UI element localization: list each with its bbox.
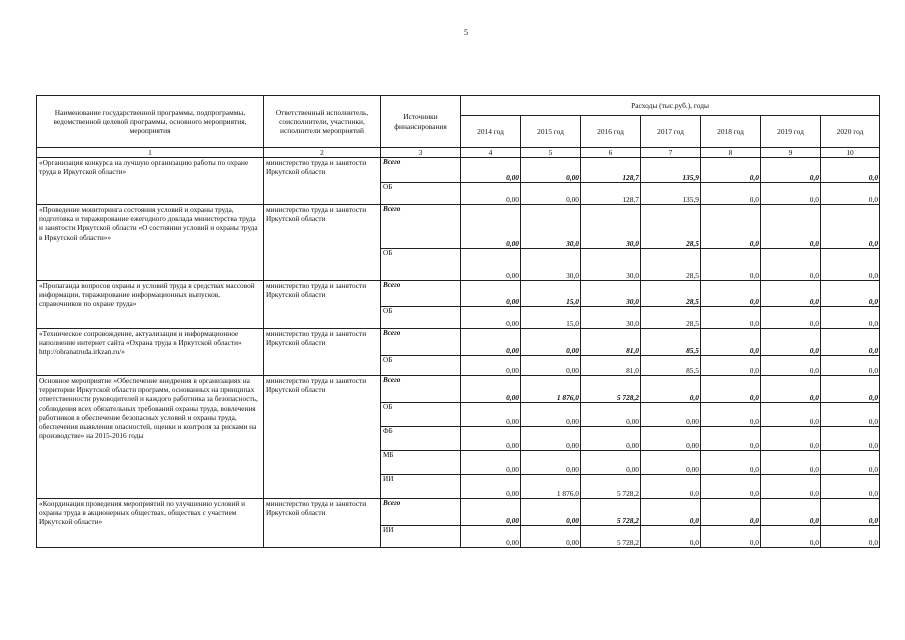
expense-value: 0,00 xyxy=(461,451,521,475)
activity-name: «Координация проведения мероприятий по улучшению условий и охраны труда в акционерных обществах, обществах с участием Иркутской области» xyxy=(37,499,264,548)
expense-value: 0,00 xyxy=(461,403,521,427)
expense-value: 0,0 xyxy=(761,329,821,356)
expense-value: 0,0 xyxy=(701,281,761,307)
budget-table xyxy=(36,95,880,548)
expense-value: 0,00 xyxy=(521,427,581,451)
expense-value: 0,0 xyxy=(641,376,701,403)
expense-value: 0,0 xyxy=(821,427,880,451)
expense-value: 0,0 xyxy=(821,451,880,475)
activity-executor: министерство труда и занятости Иркутской области xyxy=(264,158,381,205)
header-year: 2016 год xyxy=(581,116,641,148)
expense-value: 1 876,0 xyxy=(521,475,581,499)
expense-value: 0,00 xyxy=(461,376,521,403)
expense-value: 0,00 xyxy=(461,205,521,249)
expense-value: 0,0 xyxy=(701,403,761,427)
expense-value: 0,0 xyxy=(701,329,761,356)
expense-value: 0,00 xyxy=(461,281,521,307)
expense-value: 0,00 xyxy=(641,403,701,427)
funding-source: Всего xyxy=(381,205,461,249)
expense-value: 0,0 xyxy=(821,376,880,403)
header-name: Наименование государственной программы, подпрограммы, ведомственной целевой программы, основного мероприятия, мероприятия xyxy=(37,96,264,148)
expense-value: 30,0 xyxy=(521,249,581,281)
expense-value: 0,00 xyxy=(521,329,581,356)
activity-name: Основное мероприятие «Обеспечение внедрения в организациях на территории Иркутской области программ, основанных на принципах ответственности руководителей и каждого работника за безопасность, соблюдения всех обязательных требований охраны труда, вовлечения работников в обеспечение безопасных условий и охраны труда, обеспечения выявления опасностей, оценки и контроля за рисками на производстве» на 2015-2016 годы xyxy=(37,376,264,499)
expense-value: 0,00 xyxy=(521,451,581,475)
expense-value: 15,0 xyxy=(521,307,581,329)
expense-value: 0,0 xyxy=(821,526,880,548)
expense-value: 0,0 xyxy=(761,427,821,451)
funding-source: ИИ xyxy=(381,526,461,548)
expense-value: 28,5 xyxy=(641,205,701,249)
column-number: 9 xyxy=(761,148,821,158)
expense-value: 0,0 xyxy=(821,249,880,281)
expense-value: 0,0 xyxy=(641,526,701,548)
expense-value: 0,00 xyxy=(521,403,581,427)
expense-value: 0,00 xyxy=(521,526,581,548)
table-body xyxy=(37,158,880,548)
expense-value: 0,0 xyxy=(761,356,821,376)
expense-value: 0,0 xyxy=(641,499,701,526)
expense-value: 28,5 xyxy=(641,307,701,329)
funding-source: Всего xyxy=(381,158,461,183)
table-row xyxy=(37,205,880,249)
expense-value: 0,00 xyxy=(461,475,521,499)
header-year: 2015 год xyxy=(521,116,581,148)
expense-value: 0,0 xyxy=(761,451,821,475)
expense-value: 0,0 xyxy=(821,499,880,526)
expense-value: 0,0 xyxy=(821,329,880,356)
expense-value: 5 728,2 xyxy=(581,475,641,499)
expense-value: 128,7 xyxy=(581,183,641,205)
expense-value: 0,0 xyxy=(701,249,761,281)
expense-value: 0,0 xyxy=(701,205,761,249)
expense-value: 135,9 xyxy=(641,158,701,183)
expense-value: 0,0 xyxy=(761,499,821,526)
expense-value: 0,0 xyxy=(821,307,880,329)
expense-value: 135,9 xyxy=(641,183,701,205)
expense-value: 0,00 xyxy=(521,183,581,205)
column-number: 8 xyxy=(701,148,761,158)
expense-value: 0,0 xyxy=(761,205,821,249)
expense-value: 0,00 xyxy=(581,451,641,475)
funding-source: ОБ xyxy=(381,307,461,329)
activity-name: «Пропаганда вопросов охраны и условий труда в средствах массовой информации, тиражирование информационных выпусков, справочников по охране труда» xyxy=(37,281,264,329)
expense-value: 0,00 xyxy=(641,427,701,451)
expense-value: 0,00 xyxy=(461,329,521,356)
header-executor: Ответственный исполнитель, соисполнители, участники, исполнители мероприятий xyxy=(264,96,381,148)
column-number: 6 xyxy=(581,148,641,158)
funding-source: ОБ xyxy=(381,183,461,205)
expense-value: 0,00 xyxy=(581,403,641,427)
expense-value: 0,0 xyxy=(761,158,821,183)
expense-value: 0,00 xyxy=(461,183,521,205)
header-expenses: Расходы (тыс.руб.), годы xyxy=(461,96,880,116)
expense-value: 0,0 xyxy=(821,403,880,427)
expense-value: 0,00 xyxy=(461,526,521,548)
expense-value: 0,0 xyxy=(701,376,761,403)
expense-value: 81,0 xyxy=(581,356,641,376)
expense-value: 5 728,2 xyxy=(581,499,641,526)
column-number: 1 xyxy=(37,148,264,158)
expense-value: 128,7 xyxy=(581,158,641,183)
expense-value: 0,00 xyxy=(461,499,521,526)
expense-value: 30,0 xyxy=(581,307,641,329)
activity-executor: министерство труда и занятости Иркутской области xyxy=(264,329,381,376)
header-year: 2018 год xyxy=(701,116,761,148)
expense-value: 0,0 xyxy=(701,427,761,451)
column-number: 3 xyxy=(381,148,461,158)
expense-value: 5 728,2 xyxy=(581,376,641,403)
funding-source: Всего xyxy=(381,376,461,403)
expense-value: 0,00 xyxy=(461,158,521,183)
expense-value: 0,0 xyxy=(821,475,880,499)
funding-source: МБ xyxy=(381,451,461,475)
expense-value: 0,00 xyxy=(521,499,581,526)
expense-value: 0,0 xyxy=(761,526,821,548)
table-row xyxy=(37,376,880,403)
table-row xyxy=(37,158,880,183)
funding-source: ИИ xyxy=(381,475,461,499)
expense-value: 30,0 xyxy=(581,205,641,249)
expense-value: 0,0 xyxy=(761,403,821,427)
expense-value: 28,5 xyxy=(641,281,701,307)
expense-value: 30,0 xyxy=(521,205,581,249)
expense-value: 0,0 xyxy=(701,356,761,376)
expense-value: 81,0 xyxy=(581,329,641,356)
column-number: 7 xyxy=(641,148,701,158)
column-number: 10 xyxy=(821,148,880,158)
expense-value: 0,0 xyxy=(761,475,821,499)
table-row xyxy=(37,329,880,356)
expense-value: 0,0 xyxy=(761,249,821,281)
funding-source: ОБ xyxy=(381,356,461,376)
funding-source: Всего xyxy=(381,281,461,307)
funding-source: ОБ xyxy=(381,249,461,281)
expense-value: 0,0 xyxy=(701,451,761,475)
activity-executor: министерство труда и занятости Иркутской области xyxy=(264,376,381,499)
expense-value: 30,0 xyxy=(581,281,641,307)
table-row xyxy=(37,499,880,526)
expense-value: 1 876,0 xyxy=(521,376,581,403)
activity-name: «Проведение мониторинга состояния условий и охраны труда, подготовка и тиражирование ежегодного доклада министерства труда и занятости Иркутской области «О состоянии условий и охраны труда в Иркутской области»» xyxy=(37,205,264,281)
activity-executor: министерство труда и занятости Иркутской области xyxy=(264,499,381,548)
expense-value: 0,00 xyxy=(641,451,701,475)
table-row xyxy=(37,281,880,307)
header-sources: Источники финансирования xyxy=(381,96,461,148)
activity-executor: министерство труда и занятости Иркутской области xyxy=(264,205,381,281)
funding-source: ФБ xyxy=(381,427,461,451)
expense-value: 0,0 xyxy=(701,183,761,205)
column-number: 4 xyxy=(461,148,521,158)
expense-value: 15,0 xyxy=(521,281,581,307)
expense-value: 0,0 xyxy=(821,183,880,205)
activity-executor: министерство труда и занятости Иркутской области xyxy=(264,281,381,329)
expense-value: 0,0 xyxy=(761,183,821,205)
expense-value: 5 728,2 xyxy=(581,526,641,548)
expense-value: 0,00 xyxy=(581,427,641,451)
expense-value: 0,00 xyxy=(521,356,581,376)
funding-source: ОБ xyxy=(381,403,461,427)
expense-value: 0,0 xyxy=(761,307,821,329)
expense-value: 85,5 xyxy=(641,329,701,356)
expense-value: 0,00 xyxy=(521,158,581,183)
expense-value: 0,0 xyxy=(821,205,880,249)
expense-value: 0,0 xyxy=(701,307,761,329)
funding-source: Всего xyxy=(381,499,461,526)
column-number: 2 xyxy=(264,148,381,158)
expense-value: 0,0 xyxy=(701,526,761,548)
expense-value: 0,00 xyxy=(461,307,521,329)
expense-value: 0,00 xyxy=(461,249,521,281)
expense-value: 0,0 xyxy=(701,499,761,526)
expense-value: 0,0 xyxy=(821,356,880,376)
column-number: 5 xyxy=(521,148,581,158)
header-year: 2014 год xyxy=(461,116,521,148)
page-number: 5 xyxy=(464,28,468,37)
expense-value: 0,0 xyxy=(761,376,821,403)
activity-name: «Организация конкурса на лучшую организацию работы по охране труда в Иркутской области» xyxy=(37,158,264,205)
expense-value: 0,0 xyxy=(761,281,821,307)
expense-value: 28,5 xyxy=(641,249,701,281)
expense-value: 85,5 xyxy=(641,356,701,376)
expense-value: 0,0 xyxy=(821,281,880,307)
header-year: 2017 год xyxy=(641,116,701,148)
expense-value: 0,0 xyxy=(701,475,761,499)
header-year: 2019 год xyxy=(761,116,821,148)
expense-value: 0,0 xyxy=(701,158,761,183)
expense-value: 0,00 xyxy=(461,427,521,451)
header-year: 2020 год xyxy=(821,116,880,148)
funding-source: Всего xyxy=(381,329,461,356)
expense-value: 0,00 xyxy=(461,356,521,376)
expense-value: 30,0 xyxy=(581,249,641,281)
expense-value: 0,0 xyxy=(641,475,701,499)
activity-name: «Техническое сопровождение, актуализация и информационное наполнение интернет сайта «Охрана труда в Иркутской области» http://ohranatruda.irkzan.ru/» xyxy=(37,329,264,376)
expense-value: 0,0 xyxy=(821,158,880,183)
